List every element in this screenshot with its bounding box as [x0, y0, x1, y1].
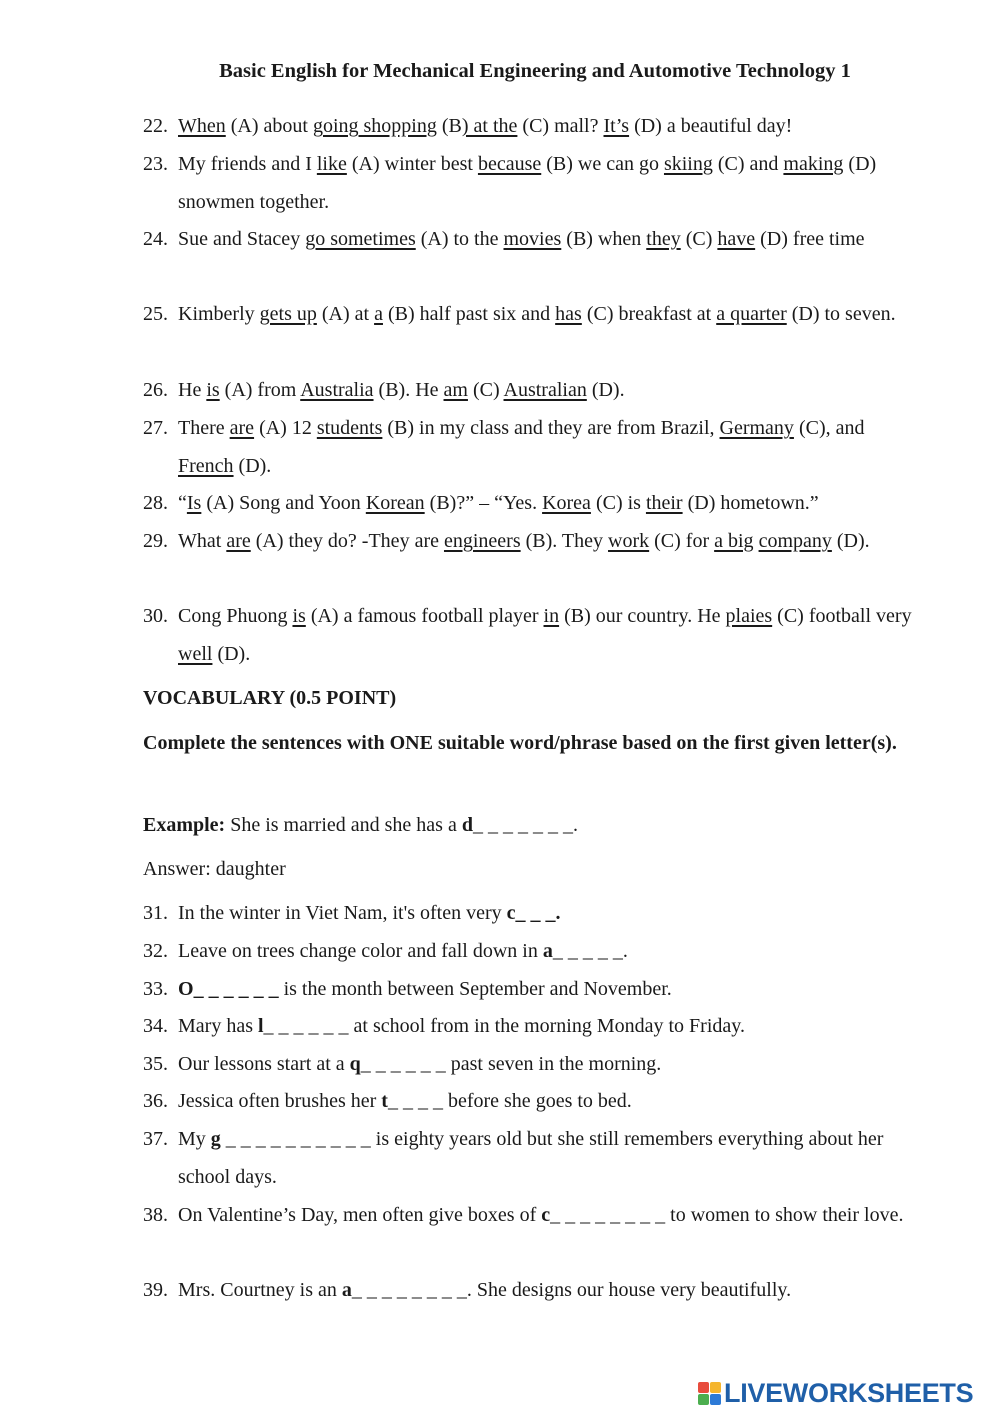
question-text [178, 1008, 913, 1046]
text-segment: (C) for [649, 530, 715, 552]
question-number: 28. [143, 492, 168, 514]
question-text [178, 108, 913, 146]
underlined-segment: Australia [300, 379, 374, 401]
logo-square-icon [710, 1394, 721, 1405]
underlined-segment: company [758, 530, 832, 552]
underlined-segment: am [443, 379, 468, 401]
logo-square-icon [698, 1382, 709, 1393]
text-segment: _ _ _ _ _ _ _ _ _ _ [220, 1128, 371, 1150]
underlined-segment: Korean [365, 492, 425, 514]
text-segment: (A) to the [415, 228, 504, 250]
logo-square-icon [698, 1394, 709, 1405]
text-segment: (C) mall? [517, 115, 604, 137]
question-28 [143, 485, 913, 523]
question-number: 25. [143, 303, 168, 325]
liveworksheets-logo [698, 1378, 973, 1408]
underlined-segment: their [645, 492, 683, 514]
underlined-segment: is [206, 379, 220, 401]
underlined-segment: they [646, 228, 681, 250]
text-segment: (B) in my class and they are from Brazil, [382, 417, 720, 439]
bold-segment: a [542, 940, 553, 962]
question-text [178, 895, 913, 933]
underlined-segment: are [229, 417, 255, 439]
question-text [178, 971, 913, 1009]
text-segment: (C), and [793, 417, 865, 439]
underlined-segment: has [555, 303, 582, 325]
text-segment: (B) when [561, 228, 647, 250]
text-segment: Mrs. Courtney is an [178, 1279, 342, 1301]
text-segment: is eighty years old but she still remembers everything about her school days. [178, 1128, 884, 1188]
question-text [178, 221, 913, 259]
text-segment: What [178, 530, 227, 552]
question-number: 33. [143, 978, 168, 1000]
text-segment: (D) snowmen together. [178, 153, 877, 213]
text-segment: Kimberly [178, 303, 260, 325]
question-33 [143, 971, 913, 1009]
text-segment: Leave on trees change color and fall down in [178, 940, 543, 962]
question-number: 24. [143, 228, 168, 250]
underlined-segment: ) at the [461, 115, 518, 137]
underlined-segment: well [178, 642, 213, 665]
underlined-segment: engineers [443, 530, 521, 552]
bold-segment: t [381, 1090, 388, 1112]
underlined-segment: gets up [259, 303, 317, 325]
question-text [178, 1197, 913, 1235]
text-segment: He [178, 379, 207, 401]
text-segment: at school from in the morning Monday to Friday. [348, 1015, 745, 1037]
example-line [143, 807, 923, 845]
underlined-segment: because [477, 153, 542, 175]
question-23 [143, 146, 913, 221]
text-segment: (C) is [590, 492, 646, 514]
underlined-segment: like [316, 153, 347, 175]
question-31 [143, 895, 913, 933]
question-36 [143, 1083, 913, 1121]
text-segment: (A) from [219, 379, 301, 401]
underlined-segment: Australian [503, 379, 587, 401]
question-number: 31. [143, 902, 168, 924]
question-number: 36. [143, 1090, 168, 1112]
question-35 [143, 1046, 913, 1084]
question-37 [143, 1121, 913, 1196]
underlined-segment: French [178, 454, 234, 477]
question-26 [143, 372, 913, 410]
question-text [178, 1272, 913, 1310]
text-segment: (C) [680, 228, 718, 250]
text-segment: . She designs our house very beautifully. [466, 1279, 792, 1301]
underlined-segment: plaies [725, 605, 773, 627]
question-number: 39. [143, 1279, 168, 1301]
question-text [178, 296, 913, 334]
text-segment: In the winter in Viet Nam, it's often very [178, 902, 507, 924]
question-number: 34. [143, 1015, 168, 1037]
question-number: 32. [143, 940, 168, 962]
underlined-segment: movies [503, 228, 562, 250]
question-text [178, 485, 913, 523]
question-32 [143, 933, 913, 971]
question-number: 38. [143, 1204, 168, 1226]
text-segment: My friends and I [178, 153, 317, 175]
question-text [178, 1083, 913, 1121]
text-segment: to women to show their love. [665, 1204, 904, 1226]
underlined-segment: have [717, 228, 756, 250]
text-segment: On Valentine’s Day, men often give boxes of [178, 1204, 542, 1226]
question-number: 37. [143, 1128, 168, 1150]
text-segment: is the month between September and November. [278, 978, 672, 1000]
text-segment: Mary has [178, 1015, 258, 1037]
text-segment: (B)?” – “Yes. [424, 492, 543, 514]
underlined-segment: in [543, 605, 560, 627]
logo-square-icon [710, 1382, 721, 1393]
question-number: 23. [143, 153, 168, 175]
example-blank: _ _ _ _ _ _ _. [472, 814, 578, 836]
question-24 [143, 221, 913, 259]
underlined-segment: Is [186, 492, 202, 514]
underlined-segment: It’s [603, 115, 630, 137]
text-segment: “ [178, 492, 187, 514]
logo-text: LIVEWORKSHEETS [724, 1377, 974, 1408]
question-30 [143, 598, 913, 673]
text-segment: (D) to seven. [786, 303, 896, 325]
text-segment: (D) free time [755, 228, 865, 250]
example-letter: d [461, 814, 473, 836]
example-label: Example: [143, 814, 226, 836]
text-segment: (B). He [373, 379, 444, 401]
text-segment: (A) a famous football player [305, 605, 544, 627]
text-segment: (A) about [225, 115, 313, 137]
text-segment: (C) and [712, 153, 784, 175]
example-text: She is married and she has a [225, 814, 462, 836]
text-segment: (C) [467, 379, 504, 401]
text-segment: _ _ _ _ _ _ _ _ [351, 1279, 467, 1301]
text-segment: (D). [831, 530, 870, 552]
bold-segment: c [506, 902, 516, 924]
underlined-segment: a big [714, 530, 754, 552]
question-text [178, 372, 913, 410]
text-segment: (D). [586, 379, 625, 401]
text-segment: (D). [212, 642, 251, 665]
underlined-segment: a quarter [716, 303, 787, 325]
question-29 [143, 523, 913, 561]
underlined-segment: a [374, 303, 383, 325]
text-segment: (A) winter best [346, 153, 478, 175]
text-segment: _ _ _ _ _ _ _ _ [550, 1204, 666, 1226]
text-segment: (B). They [520, 530, 609, 552]
text-segment: (D). [233, 454, 272, 477]
text-segment: Sue and Stacey [178, 228, 306, 250]
question-number: 26. [143, 379, 168, 401]
text-segment: (B) half past six and [382, 303, 556, 325]
question-text [178, 933, 913, 971]
section-heading: VOCABULARY (0.5 POINT) [143, 687, 397, 709]
logo-mark-icon [698, 1382, 721, 1405]
text-segment: (C) football very [772, 605, 912, 627]
text-segment: _ _ _ _ [387, 1090, 443, 1112]
bold-segment: g [210, 1128, 221, 1150]
text-segment: past seven in the morning. [445, 1053, 662, 1075]
question-number: 22. [143, 115, 168, 137]
question-text [178, 598, 913, 673]
text-segment: (A) they do? -They are [250, 530, 444, 552]
text-segment: (B [436, 115, 462, 137]
text-segment: Jessica often brushes her [178, 1090, 382, 1112]
text-segment: There [178, 417, 230, 439]
underlined-segment: students [316, 417, 383, 439]
text-segment: (A) Song and Yoon [201, 492, 366, 514]
text-segment: _ _ _ _ _. [552, 940, 628, 962]
text-segment: (D) hometown.” [682, 492, 819, 514]
example-answer: Answer: daughter [143, 858, 286, 880]
section-instruction: Complete the sentences with ONE suitable word/phrase based on the first given letter(s). [143, 732, 897, 754]
question-number: 29. [143, 530, 168, 552]
text-segment: (A) 12 [254, 417, 317, 439]
question-text [178, 410, 913, 485]
bold-segment: _ _ _ _ _ _ [193, 978, 279, 1000]
question-text [178, 1046, 913, 1084]
bold-segment: q [349, 1053, 361, 1075]
bold-segment: l [257, 1015, 264, 1037]
bold-segment: a [341, 1279, 352, 1301]
question-text [178, 523, 913, 561]
page-title: Basic English for Mechanical Engineering and Automotive Technology 1 [219, 60, 851, 82]
underlined-segment: going shopping [312, 115, 437, 137]
question-39 [143, 1272, 913, 1310]
text-segment: before she goes to bed. [442, 1090, 632, 1112]
bold-segment: O [178, 978, 194, 1000]
underlined-segment: making [783, 153, 844, 175]
text-segment: _ _ _ _ _ _ [360, 1053, 446, 1075]
text-segment: Cong Phuong [178, 605, 293, 627]
bold-segment: _ _ _. [515, 902, 561, 924]
underlined-segment: When [178, 115, 226, 137]
text-segment: Our lessons start at a [178, 1053, 350, 1075]
question-text [178, 1121, 913, 1196]
question-27 [143, 410, 913, 485]
question-25 [143, 296, 913, 334]
text-segment: (B) we can go [541, 153, 664, 175]
question-number: 27. [143, 417, 168, 439]
text-segment: (B) our country. He [559, 605, 726, 627]
question-38 [143, 1197, 913, 1235]
text-segment: _ _ _ _ _ _ [263, 1015, 349, 1037]
underlined-segment: Germany [719, 417, 794, 439]
text-segment: My [178, 1128, 211, 1150]
underlined-segment: Korea [542, 492, 591, 514]
question-text [178, 146, 913, 221]
underlined-segment: go sometimes [305, 228, 416, 250]
question-number: 35. [143, 1053, 168, 1075]
text-segment: (D) a beautiful day! [629, 115, 793, 137]
underlined-segment: is [292, 605, 306, 627]
text-segment: (C) breakfast at [581, 303, 717, 325]
question-22 [143, 108, 913, 146]
underlined-segment: are [226, 530, 251, 552]
underlined-segment: skiing [663, 153, 713, 175]
question-34 [143, 1008, 913, 1046]
underlined-segment: work [608, 530, 650, 552]
question-number: 30. [143, 605, 168, 627]
bold-segment: c [541, 1204, 551, 1226]
text-segment: (A) at [316, 303, 375, 325]
